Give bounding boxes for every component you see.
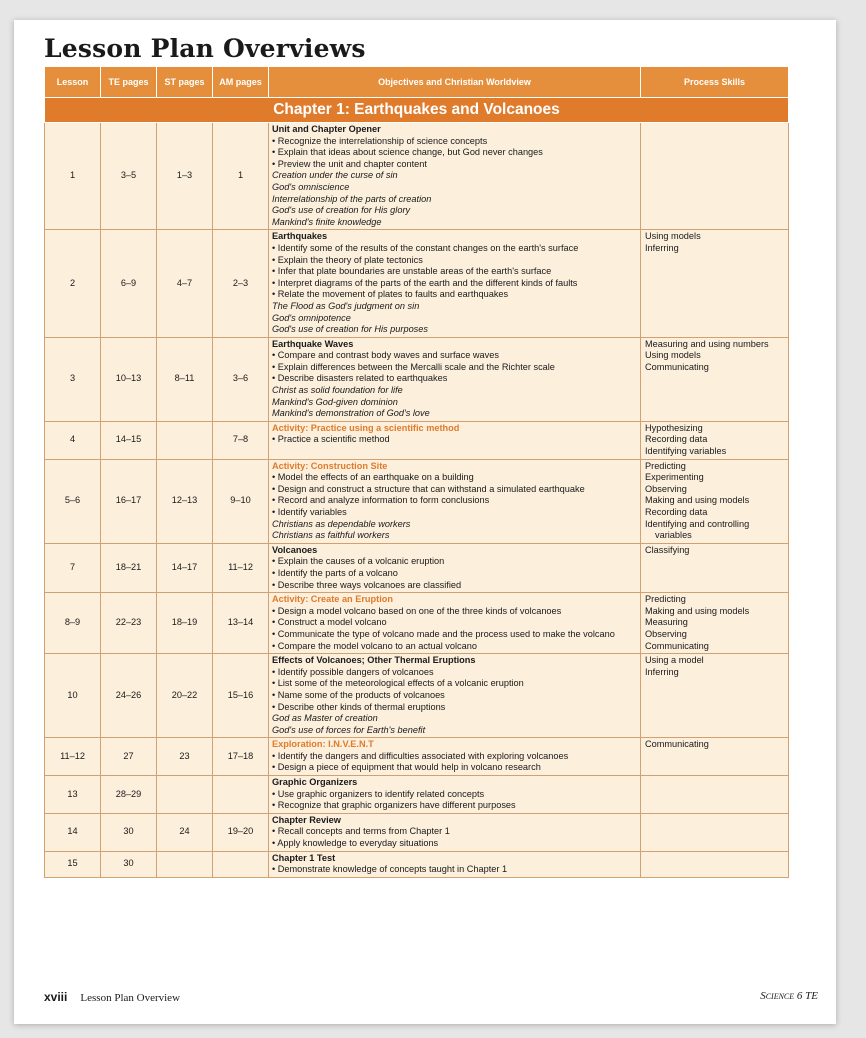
objective-item: • Recognize the interrelationship of science concepts bbox=[272, 136, 636, 148]
te-pages: 18–21 bbox=[101, 543, 157, 592]
header-te-pages: TE pages bbox=[101, 67, 157, 98]
lesson-number: 4 bbox=[45, 421, 101, 459]
te-pages: 30 bbox=[101, 851, 157, 877]
objective-item: • Identify variables bbox=[272, 507, 636, 519]
objective-item: • Model the effects of an earthquake on a building bbox=[272, 472, 636, 484]
objective-item: • Identify the parts of a volcano bbox=[272, 568, 636, 580]
objective-item: • Practice a scientific method bbox=[272, 434, 636, 446]
worldview-item: God's omniscience bbox=[272, 181, 350, 192]
page-title: Lesson Plan Overviews bbox=[44, 34, 366, 63]
process-skill: Observing bbox=[645, 628, 687, 639]
te-pages: 16–17 bbox=[101, 459, 157, 543]
process-skill: Identifying variables bbox=[645, 446, 727, 457]
objectives-cell bbox=[269, 776, 641, 814]
te-pages: 30 bbox=[101, 813, 157, 851]
objective-item: • Explain differences between the Mercalli scale and the Richter scale bbox=[272, 362, 636, 374]
lesson-row bbox=[45, 459, 789, 543]
lesson-heading: Effects of Volcanoes; Other Thermal Eruptions bbox=[272, 655, 476, 666]
lesson-heading: Activity: Construction Site bbox=[272, 460, 388, 471]
process-skills-cell bbox=[641, 123, 789, 230]
process-skill: Measuring and using numbers bbox=[645, 338, 769, 349]
worldview-item: God's use of forces for Earth's benefit bbox=[272, 724, 426, 735]
st-pages: 24 bbox=[157, 813, 213, 851]
objectives-cell bbox=[269, 230, 641, 337]
st-pages: 8–11 bbox=[157, 337, 213, 421]
process-skill: Recording data bbox=[645, 434, 708, 445]
process-skill: Using models bbox=[645, 231, 701, 242]
process-skills-cell bbox=[641, 421, 789, 459]
worldview-item: Christians as faithful workers bbox=[272, 530, 390, 541]
lesson-heading: Earthquake Waves bbox=[272, 338, 354, 349]
te-pages: 28–29 bbox=[101, 776, 157, 814]
am-pages: 13–14 bbox=[213, 593, 269, 654]
process-skill: Communicating bbox=[645, 739, 709, 750]
te-pages: 22–23 bbox=[101, 593, 157, 654]
lesson-number: 14 bbox=[45, 813, 101, 851]
table-header bbox=[45, 67, 789, 98]
objective-item: • Recall concepts and terms from Chapter 1 bbox=[272, 826, 636, 838]
objective-item: • Design a piece of equipment that would help in volcano research bbox=[272, 762, 636, 774]
worldview-item: God's omnipotence bbox=[272, 312, 351, 323]
objective-item: • Use graphic organizers to identify related concepts bbox=[272, 789, 636, 801]
am-pages bbox=[213, 776, 269, 814]
te-pages: 6–9 bbox=[101, 230, 157, 337]
header-objectives: Objectives and Christian Worldview bbox=[269, 67, 641, 98]
lesson-row bbox=[45, 123, 789, 230]
lesson-row bbox=[45, 593, 789, 654]
lesson-heading: Unit and Chapter Opener bbox=[272, 124, 381, 134]
objective-item: • Infer that plate boundaries are unstable areas of the earth's surface bbox=[272, 266, 636, 278]
st-pages bbox=[157, 851, 213, 877]
am-pages: 2–3 bbox=[213, 230, 269, 337]
footer-left bbox=[44, 990, 180, 1004]
objective-item: • Relate the movement of plates to faults and earthquakes bbox=[272, 289, 636, 301]
am-pages: 3–6 bbox=[213, 337, 269, 421]
process-skills-cell bbox=[641, 813, 789, 851]
objective-item: • Describe disasters related to earthquakes bbox=[272, 373, 636, 385]
worldview-item: God as Master of creation bbox=[272, 713, 378, 724]
process-skill: Classifying bbox=[645, 544, 690, 555]
lesson-number: 11–12 bbox=[45, 738, 101, 776]
process-skills-cell bbox=[641, 776, 789, 814]
lesson-plan-table bbox=[44, 66, 789, 878]
process-skills-cell bbox=[641, 337, 789, 421]
lesson-heading: Volcanoes bbox=[272, 544, 318, 555]
lesson-number: 13 bbox=[45, 776, 101, 814]
process-skill: Making and using models bbox=[645, 605, 750, 616]
process-skill: Making and using models bbox=[645, 495, 750, 506]
process-skills-cell bbox=[641, 543, 789, 592]
worldview-item: Mankind's God-given dominion bbox=[272, 396, 398, 407]
header-st-pages: ST pages bbox=[157, 67, 213, 98]
process-skill: Communicating bbox=[645, 361, 709, 372]
te-pages: 27 bbox=[101, 738, 157, 776]
st-pages: 1–3 bbox=[157, 123, 213, 230]
lesson-row bbox=[45, 421, 789, 459]
objective-item: • Design a model volcano based on one of the three kinds of volcanoes bbox=[272, 606, 636, 618]
lesson-row bbox=[45, 337, 789, 421]
header-am-pages: AM pages bbox=[213, 67, 269, 98]
lesson-number: 10 bbox=[45, 654, 101, 738]
objectives-cell bbox=[269, 654, 641, 738]
am-pages: 15–16 bbox=[213, 654, 269, 738]
process-skill: Predicting bbox=[645, 460, 686, 471]
objective-item: • Interpret diagrams of the parts of the earth and the different kinds of faults bbox=[272, 278, 636, 290]
lesson-row bbox=[45, 851, 789, 877]
te-pages: 10–13 bbox=[101, 337, 157, 421]
process-skill: Recording data bbox=[645, 507, 708, 517]
lesson-row bbox=[45, 654, 789, 738]
objective-item: • Communicate the type of volcano made and the process used to make the volcano bbox=[272, 629, 636, 641]
objective-item: • Identify some of the results of the constant changes on the earth's surface bbox=[272, 243, 636, 255]
lesson-row bbox=[45, 738, 789, 776]
process-skills-cell bbox=[641, 738, 789, 776]
worldview-item: God's use of creation for His glory bbox=[272, 205, 411, 216]
lesson-row bbox=[45, 230, 789, 337]
process-skill: Identifying and controlling variables bbox=[645, 518, 750, 541]
objectives-cell bbox=[269, 421, 641, 459]
objective-item: • Record and analyze information to form conclusions bbox=[272, 495, 636, 507]
process-skills-cell bbox=[641, 851, 789, 877]
objective-item: • Recognize that graphic organizers have different purposes bbox=[272, 800, 636, 812]
chapter-title: Chapter 1: Earthquakes and Volcanoes bbox=[45, 98, 789, 123]
st-pages: 14–17 bbox=[157, 543, 213, 592]
st-pages: 23 bbox=[157, 738, 213, 776]
lesson-number: 5–6 bbox=[45, 459, 101, 543]
lesson-row bbox=[45, 813, 789, 851]
worldview-item: Christians as dependable workers bbox=[272, 518, 411, 529]
worldview-item: Mankind's demonstration of God's love bbox=[272, 408, 430, 419]
process-skill: Inferring bbox=[645, 242, 679, 253]
lesson-heading: Earthquakes bbox=[272, 231, 328, 242]
lesson-heading: Graphic Organizers bbox=[272, 777, 358, 788]
process-skills-cell bbox=[641, 230, 789, 337]
objective-item: • Compare and contrast body waves and surface waves bbox=[272, 350, 636, 362]
st-pages: 20–22 bbox=[157, 654, 213, 738]
footer-book-title: Science 6 TE bbox=[760, 990, 818, 1002]
lesson-number: 7 bbox=[45, 543, 101, 592]
am-pages: 1 bbox=[213, 123, 269, 230]
process-skills-cell bbox=[641, 459, 789, 543]
objectives-cell bbox=[269, 337, 641, 421]
worldview-item: Christ as solid foundation for life bbox=[272, 385, 403, 396]
objective-item: • Explain the theory of plate tectonics bbox=[272, 255, 636, 267]
chapter-row bbox=[45, 98, 789, 123]
objective-item: • Construct a model volcano bbox=[272, 617, 636, 629]
objective-item: • Preview the unit and chapter content bbox=[272, 159, 636, 171]
lesson-heading: Chapter Review bbox=[272, 814, 341, 825]
lesson-heading: Chapter 1 Test bbox=[272, 852, 336, 863]
objectives-cell bbox=[269, 459, 641, 543]
objective-item: • Describe other kinds of thermal eruptions bbox=[272, 702, 636, 714]
lesson-number: 15 bbox=[45, 851, 101, 877]
st-pages bbox=[157, 421, 213, 459]
worldview-item: Mankind's finite knowledge bbox=[272, 216, 382, 227]
te-pages: 3–5 bbox=[101, 123, 157, 230]
lesson-heading: Exploration: I.N.V.E.N.T bbox=[272, 739, 374, 750]
lesson-row bbox=[45, 543, 789, 592]
process-skill: Using models bbox=[645, 350, 701, 361]
te-pages: 24–26 bbox=[101, 654, 157, 738]
worldview-item: Interrelationship of the parts of creation bbox=[272, 193, 432, 204]
process-skills-cell bbox=[641, 593, 789, 654]
header-lesson: Lesson bbox=[45, 67, 101, 98]
objective-item: • List some of the meteorological effects of a volcanic eruption bbox=[272, 678, 636, 690]
am-pages: 19–20 bbox=[213, 813, 269, 851]
am-pages: 17–18 bbox=[213, 738, 269, 776]
worldview-item: Creation under the curse of sin bbox=[272, 170, 398, 181]
lesson-row bbox=[45, 776, 789, 814]
lesson-heading: Activity: Practice using a scientific method bbox=[272, 422, 460, 433]
objective-item: • Name some of the products of volcanoes bbox=[272, 690, 636, 702]
am-pages: 11–12 bbox=[213, 543, 269, 592]
objective-item: • Apply knowledge to everyday situations bbox=[272, 838, 636, 850]
objectives-cell bbox=[269, 813, 641, 851]
process-skill: Observing bbox=[645, 483, 687, 494]
lesson-number: 1 bbox=[45, 123, 101, 230]
am-pages: 9–10 bbox=[213, 459, 269, 543]
process-skill: Predicting bbox=[645, 594, 686, 605]
am-pages: 7–8 bbox=[213, 421, 269, 459]
objective-item: • Demonstrate knowledge of concepts taught in Chapter 1 bbox=[272, 864, 636, 876]
process-skills-cell bbox=[641, 654, 789, 738]
process-skill: Measuring bbox=[645, 617, 688, 628]
footer-label: Lesson Plan Overview bbox=[80, 992, 181, 1004]
footer-page-number: xviii bbox=[44, 990, 68, 1004]
objectives-cell bbox=[269, 123, 641, 230]
lesson-heading: Activity: Create an Eruption bbox=[272, 594, 393, 605]
worldview-item: God's use of creation for His purposes bbox=[272, 324, 428, 335]
table-body bbox=[45, 98, 789, 878]
objectives-cell bbox=[269, 543, 641, 592]
objective-item: • Compare the model volcano to an actual volcano bbox=[272, 641, 636, 653]
st-pages: 12–13 bbox=[157, 459, 213, 543]
objective-item: • Explain that ideas about science change, but God never changes bbox=[272, 147, 636, 159]
objective-item: • Identify the dangers and difficulties associated with exploring volcanoes bbox=[272, 751, 636, 763]
objective-item: • Describe three ways volcanoes are classified bbox=[272, 580, 636, 592]
process-skill: Hypothesizing bbox=[645, 422, 703, 433]
am-pages bbox=[213, 851, 269, 877]
process-skill: Communicating bbox=[645, 640, 709, 651]
lesson-number: 2 bbox=[45, 230, 101, 337]
worldview-item: The Flood as God's judgment on sin bbox=[272, 300, 420, 311]
st-pages: 4–7 bbox=[157, 230, 213, 337]
process-skill: Using a model bbox=[645, 655, 704, 666]
objective-item: • Design and construct a structure that can withstand a simulated earthquake bbox=[272, 484, 636, 496]
lesson-number: 8–9 bbox=[45, 593, 101, 654]
lesson-number: 3 bbox=[45, 337, 101, 421]
objective-item: • Identify possible dangers of volcanoes bbox=[272, 667, 636, 679]
objective-item: • Explain the causes of a volcanic eruption bbox=[272, 556, 636, 568]
objectives-cell bbox=[269, 738, 641, 776]
header-process-skills: Process Skills bbox=[641, 67, 789, 98]
process-skill: Inferring bbox=[645, 666, 679, 677]
st-pages: 18–19 bbox=[157, 593, 213, 654]
process-skill: Experimenting bbox=[645, 472, 704, 483]
te-pages: 14–15 bbox=[101, 421, 157, 459]
objectives-cell bbox=[269, 593, 641, 654]
objectives-cell bbox=[269, 851, 641, 877]
st-pages bbox=[157, 776, 213, 814]
